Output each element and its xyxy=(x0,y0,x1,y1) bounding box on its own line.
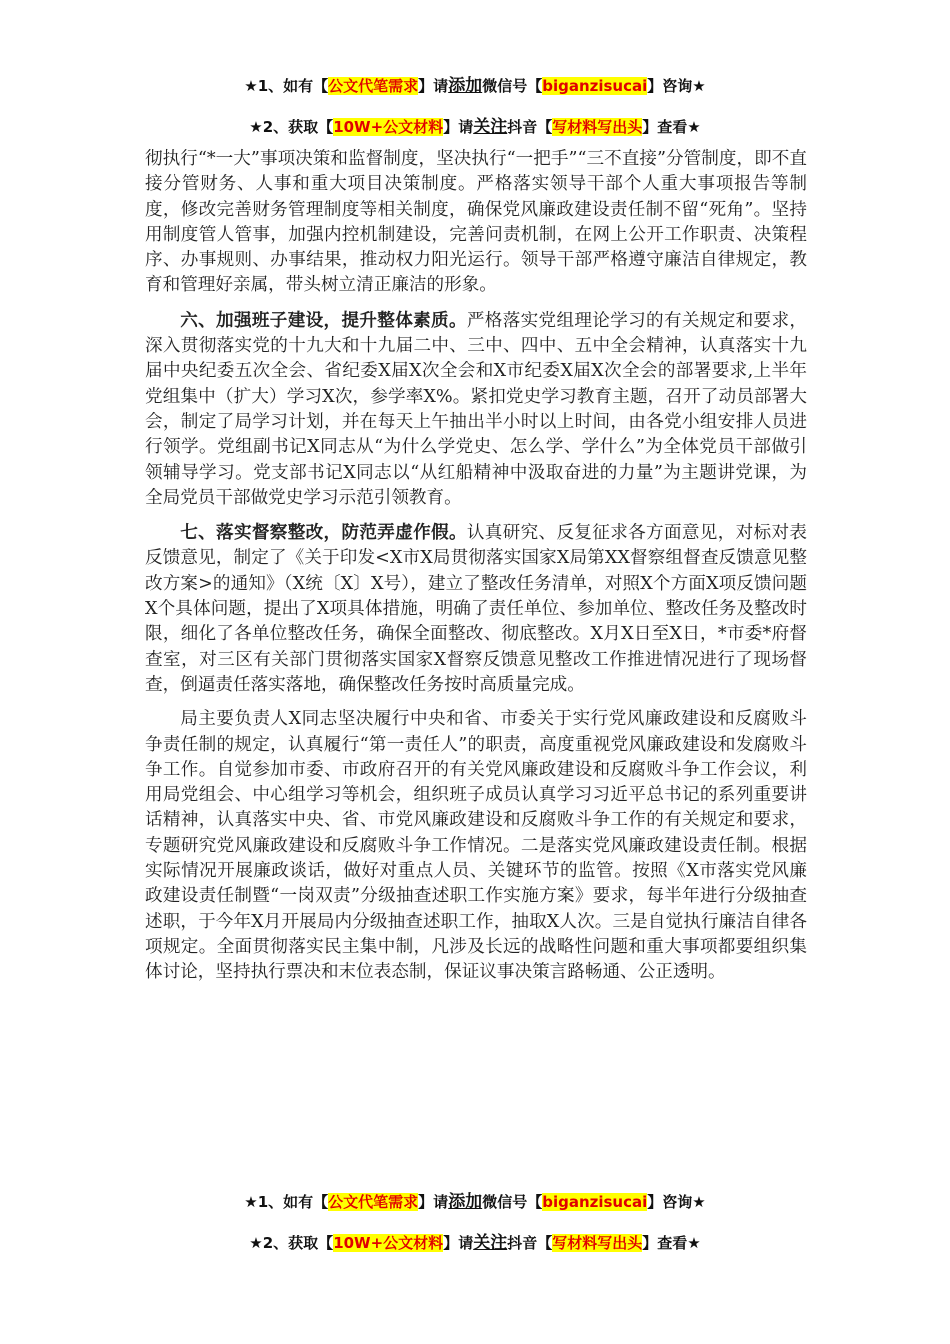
paragraph-text: 局主要负责人X同志坚决履行中央和省、市委关于实行党风廉政建设和反腐败斗争责任制的规定，认真履行“第一责任人”的职责，高度重视党风廉政建设和发腐败斗争工作。自觉参加市委、市政府召开的有关党风廉政建设和反腐败斗争工作会议，利用局党组会、中心组学习等机会，组织班子成员认真学习习近平总书记的系列重要讲话精神，认真落实中央、省、市党风廉政建设和反腐败斗争工作的有关规定和要求，专题研究党风廉政建设和反腐败斗争工作情况。二是落实党风廉政建设责任制。根据实际情况开展廉政谈话，做好对重点人员、关键环节的监管。按照《X市落实党风廉政建设责任制暨“一岗双责”分级抽查述职工作实施方案》要求，每半年进行分级抽查述职，于今年X月开展局内分级抽查述职工作，抽取X人次。三是自觉执行廉洁自律各项规定。全面贯彻落实民主集中制，凡涉及长远的战略性问题和重大事项都要组织集体讨论，坚持执行票决和末位表态制，保证议事决策言路畅通、公正透明。 xyxy=(145,709,807,983)
paragraph-continuation xyxy=(145,147,807,299)
banner-text: ★1、如有【 xyxy=(244,77,329,95)
paragraph-text: 彻执行“*一大”事项决策和监督制度，坚决执行“一把手”“三不直接”分管制度，即不直接分管财务、人事和重大项目决策制度。严格落实领导干部个人重大事项报告等制度，修改完善财务管理制度等相关制度，确保党风廉政建设责任制不留“死角”。坚持用制度管人管事，加强内控机制建设，完善问责机制，在网上公开工作职责、决策程序、办事规则、办事结果，推动权力阳光运行。领导干部严格遵守廉洁自律规定，教育和管理好亲属，带头树立清正廉洁的形象。 xyxy=(145,149,807,296)
banner-text: ★2、获取【 xyxy=(249,118,334,136)
banner-text: 】咨询★ xyxy=(647,1193,706,1211)
banner-underlined-word: 关注 xyxy=(473,1233,508,1253)
paragraph-section-six xyxy=(145,308,807,511)
paragraph-heading: 六、加强班子建设，提升整体素质。 xyxy=(180,309,467,331)
banner-highlight-materials: 10W+公文材料 xyxy=(333,118,444,136)
banner-underlined-word: 添加 xyxy=(448,76,483,96)
header-banner-line-1 xyxy=(0,71,950,96)
banner-text: 】查看★ xyxy=(642,118,701,136)
banner-text: ★1、如有【 xyxy=(244,1193,329,1211)
banner-text: 微信号【 xyxy=(482,1193,543,1211)
banner-text: 】请 xyxy=(443,118,474,136)
banner-underlined-word: 添加 xyxy=(448,1192,483,1212)
banner-text: 】查看★ xyxy=(642,1234,701,1252)
banner-highlight-service: 公文代笔需求 xyxy=(328,1193,419,1211)
banner-highlight-douyin-account: 写材料写出头 xyxy=(552,118,643,136)
paragraph-heading: 七、落实督察整改，防范弄虚作假。 xyxy=(180,522,467,544)
banner-highlight-wechat-id: biganzisucai xyxy=(542,77,648,95)
banner-highlight-materials: 10W+公文材料 xyxy=(333,1234,444,1252)
footer-banner-line-2 xyxy=(0,1228,950,1253)
paragraph-responsibility xyxy=(145,707,807,985)
banner-underlined-word: 关注 xyxy=(473,117,508,137)
paragraph-text: 严格落实党组理论学习的有关规定和要求，深入贯彻落实党的十九大和十九届二中、三中、四中、五中全会精神，认真落实十九届中央纪委五次全会、省纪委X届X次全会和X市纪委X届X次全会的部署要求,上半年党组集中（扩大）学习X次，参学率X%。紧扣党史学习教育主题，召开了动员部署大会，制定了局学习计划，并在每天上午抽出半小时以上时间，由各党小组安排人员进行领学。党组副书记X同志从“为什么学党史、怎么学、学什么”为全体党员干部做引领辅导学习。党支部书记X同志以“从红船精神中汲取奋进的力量”为主题讲党课，为全局党员干部做党史学习示范引领教育。 xyxy=(145,310,807,508)
banner-text: 抖音【 xyxy=(507,118,553,136)
banner-text: 】请 xyxy=(418,77,449,95)
footer-banner-line-1 xyxy=(0,1187,950,1212)
document-body xyxy=(145,147,807,995)
paragraph-section-seven xyxy=(145,520,807,698)
paragraph-text: 认真研究、反复征求各方面意见，对标对表反馈意见，制定了《关于印发<X市X局贯彻落实国家X局第XX督察组督查反馈意见整改方案>的通知》（X统〔X〕X号），建立了整改任务清单，对照X个方面X项反馈问题X个具体问题，提出了X项具体措施，明确了责任单位、参加单位、整改任务及整改时限，细化了各单位整改任务，确保全面整改、彻底整改。X月X日至X日，*市委*府督查室，对三区有关部门贯彻落实国家X督察反馈意见整改工作推进情况进行了现场督查，倒逼责任落实落地，确保整改任务按时高质量完成。 xyxy=(145,523,807,695)
banner-text: 】请 xyxy=(443,1234,474,1252)
banner-text: 】请 xyxy=(418,1193,449,1211)
banner-highlight-service: 公文代笔需求 xyxy=(328,77,419,95)
banner-text: 】咨询★ xyxy=(647,77,706,95)
banner-text: 微信号【 xyxy=(482,77,543,95)
header-banner-line-2 xyxy=(0,112,950,137)
banner-text: ★2、获取【 xyxy=(249,1234,334,1252)
banner-highlight-douyin-account: 写材料写出头 xyxy=(552,1234,643,1252)
banner-highlight-wechat-id: biganzisucai xyxy=(542,1193,648,1211)
banner-text: 抖音【 xyxy=(507,1234,553,1252)
